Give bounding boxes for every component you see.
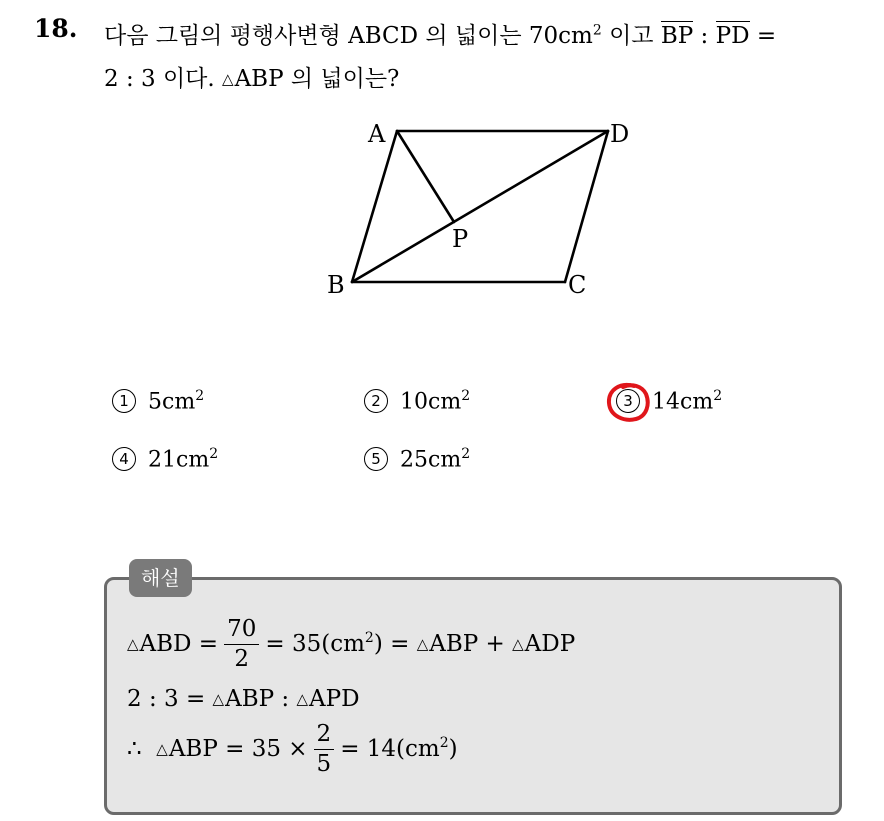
choice-number: 5: [364, 447, 388, 471]
parallelogram-figure: [320, 110, 640, 310]
solution-line-3: ∴ △ABP = 35 × $\frac{2}{5}$ = $14(cm^2)$: [127, 721, 458, 778]
vertex-label-b: B: [327, 271, 345, 299]
choice-number: 1: [112, 389, 136, 413]
vertex-label-p: P: [452, 225, 469, 253]
segment-ap: [397, 131, 454, 222]
answer-circle-mark: [604, 380, 652, 424]
question-text-line1: 다음 그림의 평행사변형 ABCD 의 넓이는 $70cm^2$ 이고 BP : PD =: [104, 22, 777, 49]
choice-2[interactable]: 2 $10cm^2$: [364, 388, 470, 414]
solution-tag: 해설: [129, 559, 192, 597]
segment-pd: PD: [715, 23, 750, 49]
fraction-2-over-5: $\frac{2}{5}$: [314, 722, 335, 778]
choice-5[interactable]: 5 $25cm^2$: [364, 446, 470, 472]
solution-line-2: 2 : 3 = △ABP : △APD: [127, 686, 360, 712]
choice-3[interactable]: 3 $14cm^2$: [616, 388, 722, 414]
choice-number: 4: [112, 447, 136, 471]
vertex-label-c: C: [568, 271, 587, 299]
solution-line-1: △ABD = $\frac{70}{2}$ = $35(cm^2)$ = △ABP + △ADP: [127, 616, 576, 673]
fraction-70-over-2: $\frac{70}{2}$: [224, 617, 259, 673]
choice-number: 2: [364, 389, 388, 413]
choice-1[interactable]: 1 $5cm^2$: [112, 388, 204, 414]
choice-4[interactable]: 4 $21cm^2$: [112, 446, 218, 472]
segment-bp: BP: [660, 23, 694, 49]
triangle-symbol: △: [222, 70, 234, 88]
vertex-label-a: A: [368, 120, 386, 148]
question-text-line2: 2 : 3 이다. △ABP 의 넓이는?: [104, 66, 400, 92]
choice-number: 3: [616, 389, 640, 413]
question-number: 18.: [34, 14, 78, 43]
vertex-label-d: D: [610, 120, 630, 148]
